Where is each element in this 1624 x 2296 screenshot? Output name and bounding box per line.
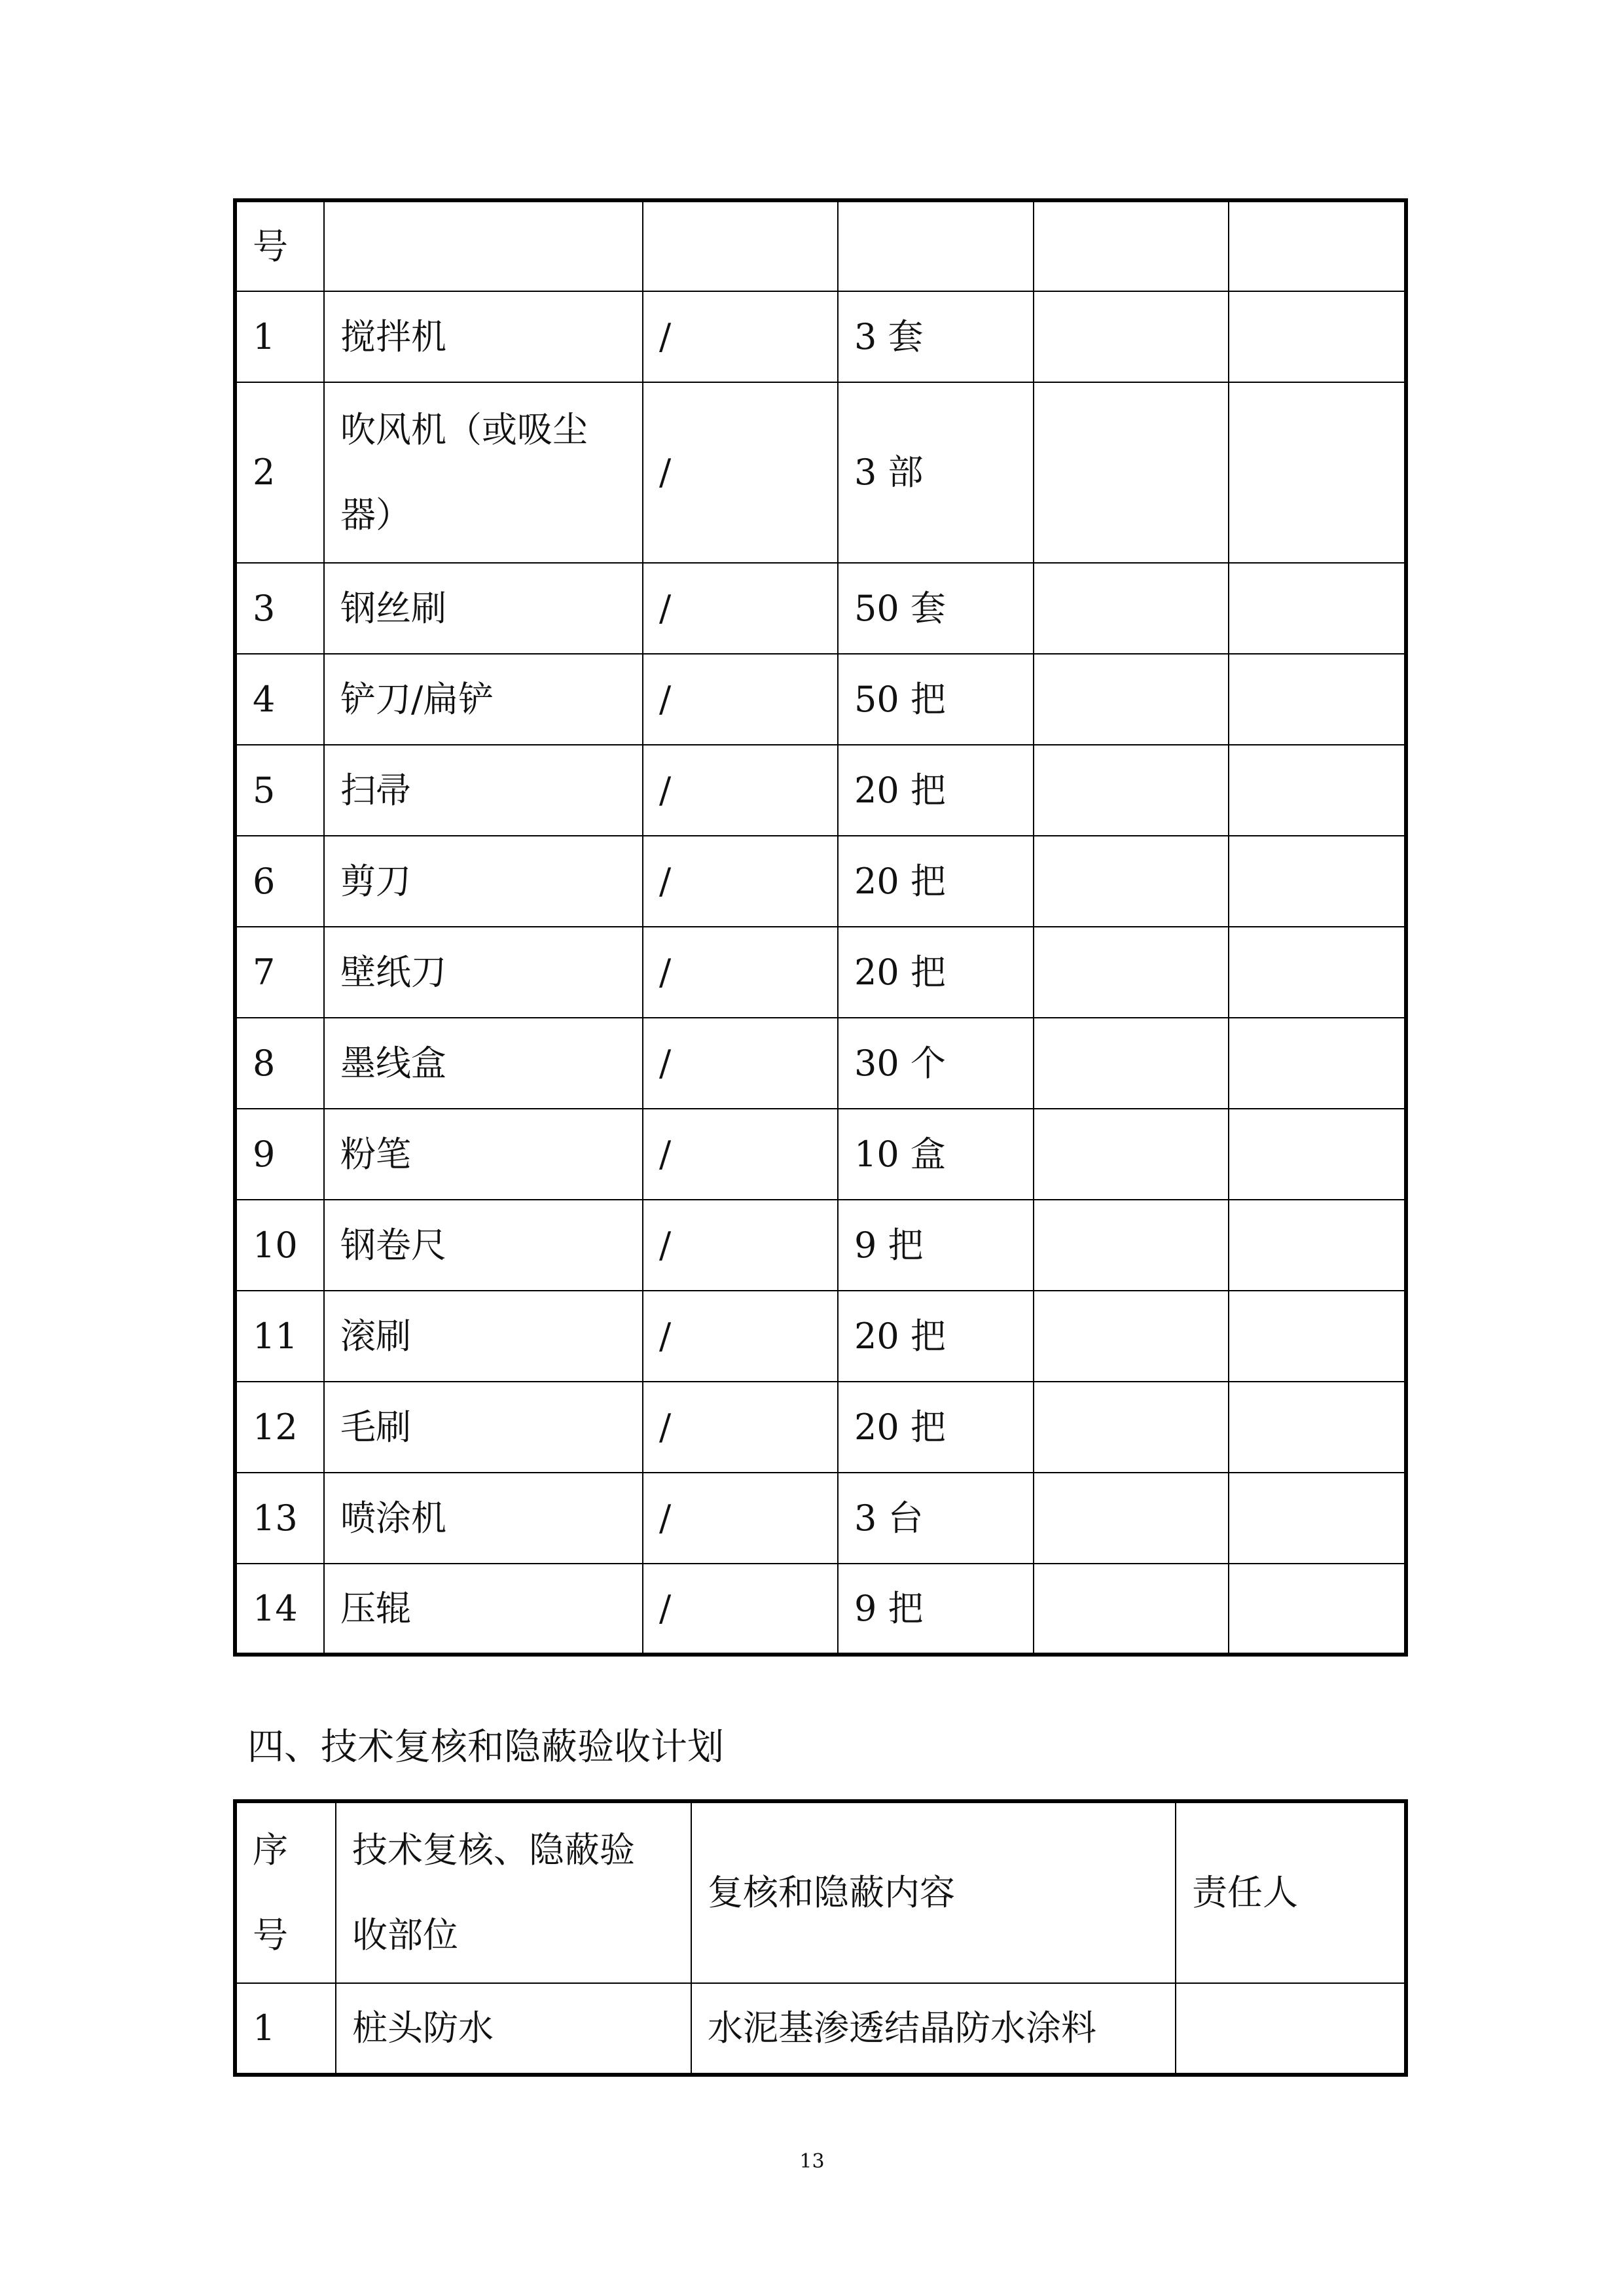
row-number: 9 xyxy=(235,1109,324,1200)
section-heading: 四、技术复核和隐蔽验收计划 xyxy=(247,1726,724,1768)
tool-quantity: 30 个 xyxy=(838,1018,1034,1109)
row-number: 3 xyxy=(235,563,324,654)
header-cell-no xyxy=(235,1801,336,1983)
tool-name xyxy=(324,382,643,563)
tool-spec: / xyxy=(643,382,838,563)
inspection-owner xyxy=(1176,1983,1406,2075)
tool-quantity: 20 把 xyxy=(838,927,1034,1018)
row-number: 11 xyxy=(235,1291,324,1382)
tool-name: 搅拌机 xyxy=(324,291,643,382)
tool-name: 钢卷尺 xyxy=(324,1200,643,1291)
table-row xyxy=(235,927,1406,1018)
table-row xyxy=(235,200,1406,291)
tool-quantity: 3 台 xyxy=(838,1473,1034,1564)
table-row xyxy=(235,836,1406,927)
table-header-row xyxy=(235,1801,1406,1983)
tool-spec: / xyxy=(643,1291,838,1382)
table-row xyxy=(235,1200,1406,1291)
tool-quantity: 9 把 xyxy=(838,1564,1034,1655)
table-row xyxy=(235,654,1406,745)
tool-name: 压辊 xyxy=(324,1564,643,1655)
tool-name: 铲刀/扁铲 xyxy=(324,654,643,745)
tool-name: 钢丝刷 xyxy=(324,563,643,654)
tool-quantity: 3 部 xyxy=(838,382,1034,563)
tool-name: 墨线盒 xyxy=(324,1018,643,1109)
table-row xyxy=(235,1473,1406,1564)
table-row xyxy=(235,1109,1406,1200)
tools-table xyxy=(233,198,1408,1657)
tool-spec: / xyxy=(643,1473,838,1564)
header-line: 收部位 xyxy=(352,1914,458,1956)
tool-name: 扫帚 xyxy=(324,745,643,836)
table-row xyxy=(235,1564,1406,1655)
table-row xyxy=(235,291,1406,382)
tool-spec: / xyxy=(643,745,838,836)
tool-quantity: 50 把 xyxy=(838,654,1034,745)
table-row xyxy=(235,745,1406,836)
table-row xyxy=(235,382,1406,563)
tool-spec: / xyxy=(643,927,838,1018)
page-number: 13 xyxy=(799,2150,825,2173)
tool-name: 滚刷 xyxy=(324,1291,643,1382)
header-cell-owner: 责任人 xyxy=(1176,1801,1406,1983)
table-row xyxy=(235,1382,1406,1473)
tool-name: 喷涂机 xyxy=(324,1473,643,1564)
tool-quantity: 50 套 xyxy=(838,563,1034,654)
tool-spec: / xyxy=(643,563,838,654)
table-row xyxy=(235,563,1406,654)
row-number: 10 xyxy=(235,1200,324,1291)
tool-quantity: 20 把 xyxy=(838,745,1034,836)
row-number: 13 xyxy=(235,1473,324,1564)
tool-quantity: 10 盒 xyxy=(838,1109,1034,1200)
header-line: 号 xyxy=(253,1914,288,1956)
tool-quantity: 9 把 xyxy=(838,1200,1034,1291)
row-number: 5 xyxy=(235,745,324,836)
tool-name: 粉笔 xyxy=(324,1109,643,1200)
tool-quantity: 20 把 xyxy=(838,1291,1034,1382)
tool-name-line: 吹风机（或吸尘 xyxy=(340,409,588,450)
row-number: 7 xyxy=(235,927,324,1018)
tool-name-line: 器） xyxy=(340,494,411,535)
row-number: 12 xyxy=(235,1382,324,1473)
tool-quantity: 20 把 xyxy=(838,1382,1034,1473)
tool-spec: / xyxy=(643,836,838,927)
header-line: 技术复核、隐蔽验 xyxy=(352,1829,635,1871)
tool-spec: / xyxy=(643,1564,838,1655)
table-row xyxy=(235,1291,1406,1382)
tool-name: 毛刷 xyxy=(324,1382,643,1473)
row-number: 1 xyxy=(235,1983,336,2075)
header-cell-content: 复核和隐蔽内容 xyxy=(691,1801,1176,1983)
inspection-part: 桩头防水 xyxy=(336,1983,691,2075)
header-cell-no: 号 xyxy=(235,200,324,291)
table-row xyxy=(235,1983,1406,2075)
header-line: 序 xyxy=(253,1829,288,1871)
inspection-content: 水泥基渗透结晶防水涂料 xyxy=(691,1983,1176,2075)
row-number: 8 xyxy=(235,1018,324,1109)
tool-spec: / xyxy=(643,291,838,382)
tool-spec: / xyxy=(643,1200,838,1291)
tool-spec: / xyxy=(643,1018,838,1109)
tool-spec: / xyxy=(643,1109,838,1200)
tool-spec: / xyxy=(643,1382,838,1473)
row-number: 2 xyxy=(235,382,324,563)
inspection-plan-table xyxy=(233,1799,1408,2077)
row-number: 4 xyxy=(235,654,324,745)
row-number: 14 xyxy=(235,1564,324,1655)
header-cell-part xyxy=(336,1801,691,1983)
row-number: 6 xyxy=(235,836,324,927)
tool-name: 剪刀 xyxy=(324,836,643,927)
tool-spec: / xyxy=(643,654,838,745)
row-number: 1 xyxy=(235,291,324,382)
tool-name: 壁纸刀 xyxy=(324,927,643,1018)
tool-quantity: 3 套 xyxy=(838,291,1034,382)
tool-quantity: 20 把 xyxy=(838,836,1034,927)
table-row xyxy=(235,1018,1406,1109)
